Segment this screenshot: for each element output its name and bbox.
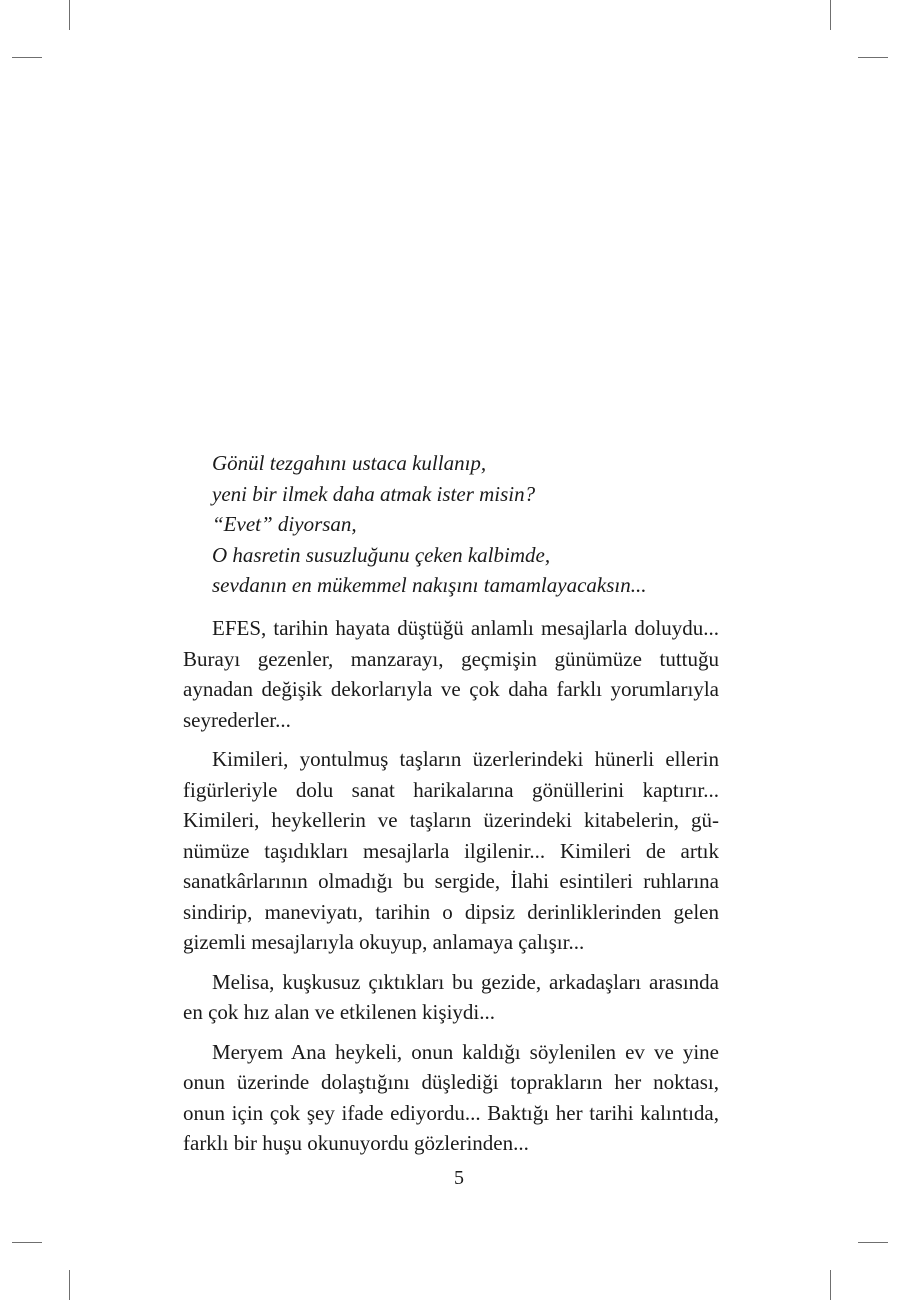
crop-mark-bottom-right-horizontal	[858, 1242, 888, 1243]
page-number: 5	[454, 1167, 464, 1189]
crop-mark-bottom-left-horizontal	[12, 1242, 42, 1243]
crop-mark-bottom-left-vertical	[69, 1270, 70, 1300]
crop-mark-bottom-right-vertical	[830, 1270, 831, 1300]
crop-mark-top-left-vertical	[69, 0, 70, 30]
poem-line: yeni bir ilmek daha atmak ister misin?	[212, 481, 536, 506]
poem-line: Gönül tezgahını ustaca kullanıp,	[212, 451, 487, 475]
poem-line: O hasretin susuzluğunu çeken kalbimde,	[212, 542, 551, 567]
paragraph: Melisa, kuşkusuz çıktıkları bu gezide, arkadaşları arasında en çok hız alan ve etkilenen kişiydi...	[183, 969, 719, 1024]
paragraph: EFES, tarihin hayata düştüğü anlamlı mesajlarla doluydu... Burayı gezenler, manzarayı, geçmişin günümüze tuttuğu aynadan değişik dekorlarıyla ve çok daha farklı yorumlarıyla seyrederler...	[183, 616, 719, 732]
paragraph: Meryem Ana heykeli, onun kaldığı söylenilen ev ve yine onun üzerinde dolaştığını düşlediği toprakların her noktası, onun için çok şey ifade ediyordu... Baktığı her tarihi kalıntıda, farklı bir huşu okunuyordu gözlerinden...	[183, 1039, 719, 1155]
paragraph: Kimileri, yontulmuş taşların üzerlerindeki hünerli ellerin figürleriyle dolu sanat harikalarına gönüllerini kaptırır... Kimileri, heykellerin ve taşların üzerindeki kitabelerin, günümüze taşıdıkları mesajlarla ilgilenir... Kimileri de artık sanatkârlarının olmadığı bu sergide, İlahi esintileri ruhlarına sindirip, maneviyatı, tarihin o dipsiz derinliklerinden gelen gizemli mesajlarıyla okuyup, anlamaya çalışır...	[183, 747, 719, 954]
poem-block	[212, 448, 772, 601]
poem-line: “Evet” diyorsan,	[212, 512, 357, 536]
crop-mark-top-right-vertical	[830, 0, 831, 30]
crop-mark-top-left-horizontal	[12, 57, 42, 58]
crop-mark-top-right-horizontal	[858, 57, 888, 58]
body-text	[183, 613, 719, 1168]
poem-line: sevdanın en mükemmel nakışını tamamlayacaksın...	[212, 573, 647, 597]
